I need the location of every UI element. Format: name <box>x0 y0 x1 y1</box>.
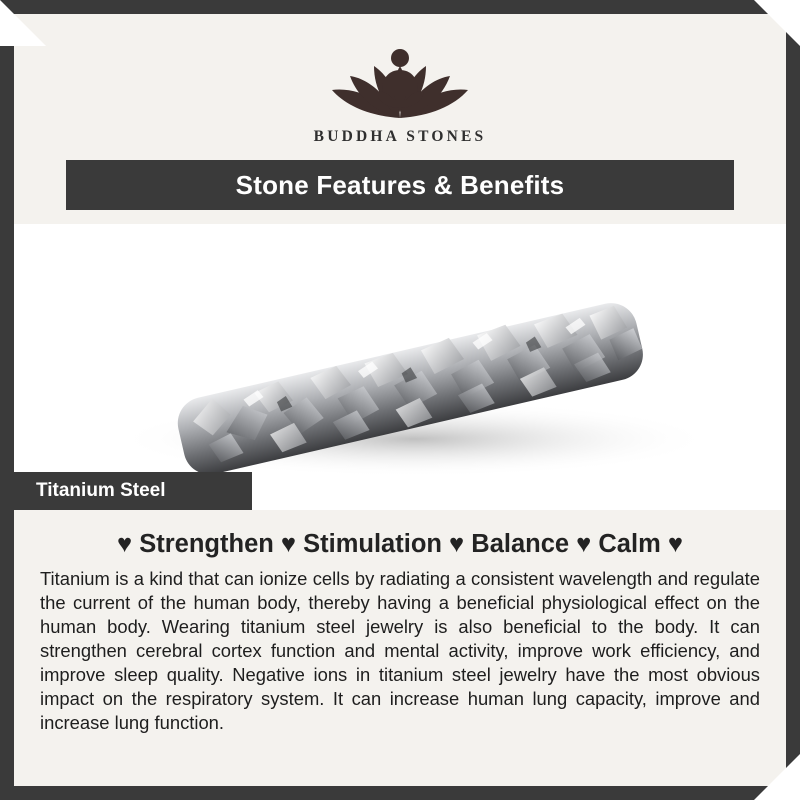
description-text: Titanium is a kind that can ionize cells by radiating a consistent wavelength and regulate the current of the human body, thereby having a beneficial physiological effect on the human body. Wearing titanium steel jewelry is also beneficial to the body. It can strengthen cerebral cortex function and mental activity, improve work efficiency, and improve sleep quality. Negative ions in titanium steel jewelry have the most obvious impact on the respiratory system. It can increase human lung capacity, improve and increase lung function. <box>40 568 760 733</box>
titanium-steel-crystal-rod-illustration <box>14 224 786 510</box>
corner-cut-top-right <box>754 0 800 46</box>
brand-header <box>14 14 786 146</box>
corner-cut-top-left <box>0 0 46 46</box>
section-title-bar <box>66 160 734 210</box>
corner-cut-bottom-left <box>0 754 46 800</box>
brand-name: BUDDHA STONES <box>313 128 487 145</box>
page-title: Stone Features & Benefits <box>235 169 565 200</box>
image-caption-bar <box>14 472 252 510</box>
lotus-meditation-icon <box>312 32 488 124</box>
hero-image <box>14 224 786 510</box>
corner-cut-bottom-right <box>754 754 800 800</box>
image-caption-label: Titanium Steel <box>36 480 166 501</box>
content-area <box>14 14 786 786</box>
benefits-line: ♥ Strengthen ♥ Stimulation ♥ Balance ♥ Calm ♥ <box>117 530 683 558</box>
